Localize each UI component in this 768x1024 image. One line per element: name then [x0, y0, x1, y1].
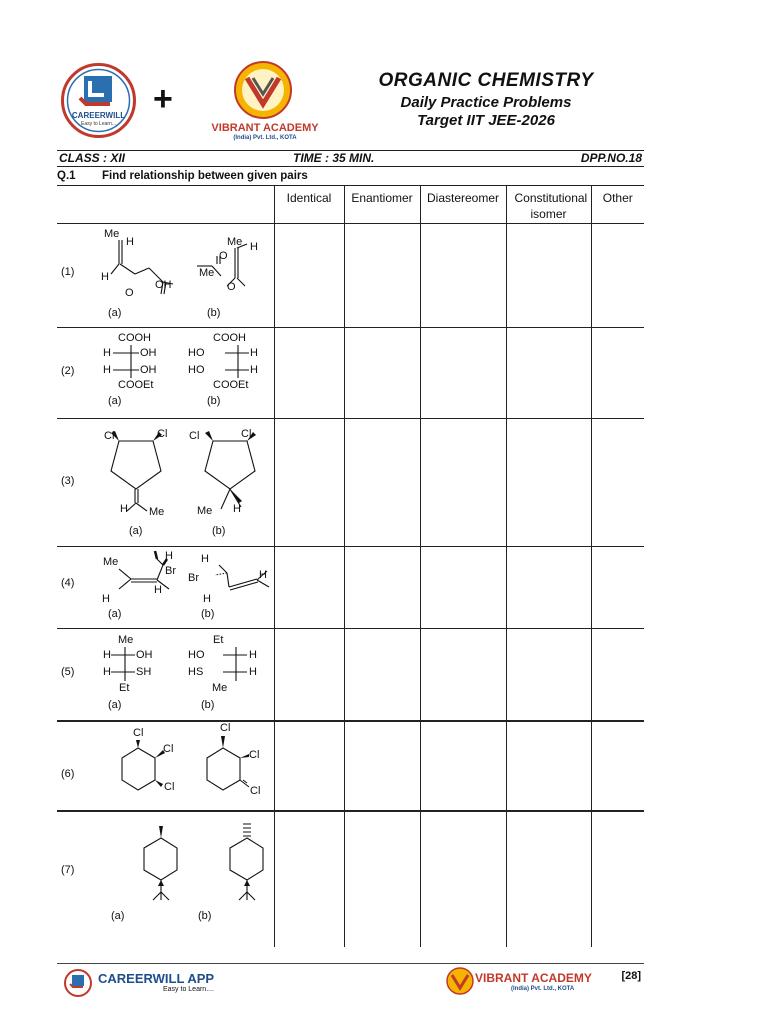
- col-diastereomer: Diastereomer: [420, 186, 506, 224]
- chem-label: H: [120, 503, 128, 515]
- table-row: [57, 629, 644, 721]
- chem-label: Et: [119, 682, 130, 694]
- chem-label: OH: [140, 347, 157, 359]
- chem-label: Me: [197, 505, 213, 517]
- answer-cell[interactable]: [344, 328, 420, 419]
- chem-label: HO: [188, 649, 205, 661]
- answer-cell[interactable]: [506, 328, 591, 419]
- table-header-row: [57, 186, 644, 224]
- chem-label: Cl: [241, 428, 252, 440]
- structure-a-label: (a): [129, 525, 143, 537]
- chem-label: SH: [136, 666, 152, 678]
- chem-label: H: [101, 271, 109, 283]
- answer-cell[interactable]: [506, 811, 591, 947]
- chem-label: H: [201, 553, 209, 565]
- footer-right-brand: [445, 966, 615, 998]
- answer-cell[interactable]: [591, 811, 644, 947]
- structure-b-label: (b): [207, 307, 221, 319]
- vibrant-academy-icon: [445, 966, 475, 996]
- info-bar: [57, 151, 644, 165]
- chem-label: H: [103, 347, 111, 359]
- structure-a-label: (a): [108, 395, 122, 407]
- question-text: Find relationship between given pairs: [102, 170, 308, 182]
- answer-cell[interactable]: [274, 328, 344, 419]
- table-row: [57, 547, 644, 629]
- answer-cell[interactable]: [506, 547, 591, 629]
- question-number: Q.1: [57, 170, 76, 182]
- answer-cell[interactable]: [591, 629, 644, 721]
- chem-label: H: [103, 666, 111, 678]
- cyclohexane-lines-7: [97, 812, 277, 948]
- answer-cell[interactable]: [420, 328, 506, 419]
- structure-b-label: (b): [212, 525, 226, 537]
- chem-label: H: [102, 593, 110, 605]
- answer-cell[interactable]: [344, 629, 420, 721]
- row-label: (2): [61, 365, 75, 377]
- answer-cell[interactable]: [344, 224, 420, 328]
- careerwill-app-text: CAREERWILL APP: [98, 971, 215, 986]
- chem-label: Me: [227, 236, 243, 248]
- chem-label: H: [126, 236, 134, 248]
- answer-cell[interactable]: [420, 629, 506, 721]
- col-other: Other: [591, 186, 644, 224]
- chem-label: OH: [136, 649, 153, 661]
- row-label: (1): [61, 266, 75, 278]
- structure-a-label: (a): [108, 608, 122, 620]
- chem-label: O: [227, 281, 236, 293]
- answer-cell[interactable]: [274, 721, 344, 811]
- chem-label: Me: [118, 634, 134, 646]
- answer-cell[interactable]: [506, 629, 591, 721]
- chem-label: Me: [104, 228, 120, 240]
- structures-cell-2: [57, 328, 274, 419]
- table-row: [57, 224, 644, 328]
- chem-label: H: [154, 584, 162, 596]
- alkene-lines-4: [97, 547, 277, 629]
- chem-label: H: [250, 241, 258, 253]
- chem-label: Cl: [220, 721, 231, 734]
- chem-label: HO: [188, 347, 205, 359]
- vibrant-academy-footer-text: VIBRANT ACADEMY: [475, 971, 592, 985]
- chem-label: Cl: [104, 430, 115, 442]
- careerwill-app-tagline: Easy to Learn....: [163, 986, 214, 993]
- chem-label: COOEt: [213, 379, 249, 391]
- structure-b-label: (b): [201, 608, 215, 620]
- chem-label: Cl: [163, 742, 174, 755]
- answer-cell[interactable]: [420, 224, 506, 328]
- answer-cell[interactable]: [344, 419, 420, 547]
- page-title: ORGANIC CHEMISTRY: [378, 70, 594, 91]
- answer-cell[interactable]: [591, 224, 644, 328]
- answer-cell[interactable]: [506, 419, 591, 547]
- structures-cell-6: [57, 721, 274, 811]
- chem-label: Cl: [164, 780, 175, 793]
- answer-cell[interactable]: [274, 547, 344, 629]
- chem-label: HS: [188, 666, 204, 678]
- vibrant-academy-logo: [205, 60, 325, 145]
- answer-cell[interactable]: [591, 721, 644, 811]
- answer-cell[interactable]: [344, 721, 420, 811]
- structures-cell-7: [57, 811, 274, 947]
- careerwill-logo-tagline: Easy to Learn...: [80, 121, 117, 127]
- chem-label: H: [250, 347, 258, 359]
- vibrant-academy-tagline: (India) Pvt. Ltd., KOTA: [233, 135, 297, 141]
- answer-cell[interactable]: [274, 224, 344, 328]
- structure-b-label: (b): [207, 395, 221, 407]
- careerwill-app-icon: [63, 968, 93, 998]
- row-label: (5): [61, 666, 75, 678]
- vibrant-academy-text: VIBRANT ACADEMY: [211, 122, 319, 134]
- chem-label: H: [249, 649, 257, 661]
- chem-label: HO: [188, 364, 205, 376]
- answer-cell[interactable]: [274, 629, 344, 721]
- chem-label: H: [233, 503, 241, 515]
- table-row: [57, 721, 644, 811]
- structure-a-label: (a): [108, 699, 122, 711]
- chem-label: OH: [140, 364, 157, 376]
- header-rule-bottom: [57, 166, 644, 167]
- row-label: (3): [61, 475, 75, 487]
- chem-label: O: [125, 287, 134, 299]
- row-label: (4): [61, 577, 75, 589]
- chem-label: H: [259, 569, 267, 581]
- answer-cell[interactable]: [344, 811, 420, 947]
- structure-b-label: (b): [201, 699, 215, 711]
- row-label: (7): [61, 863, 75, 876]
- answer-cell[interactable]: [591, 328, 644, 419]
- structures-cell-5: [57, 629, 274, 721]
- footer-rule: [57, 963, 644, 964]
- chem-label: Cl: [157, 428, 168, 440]
- chem-label: H: [103, 364, 111, 376]
- page-target: Target IIT JEE-2026: [417, 112, 555, 129]
- page-number: [28]: [621, 970, 641, 982]
- table-row: [57, 328, 644, 419]
- answer-cell[interactable]: [420, 721, 506, 811]
- answer-cell[interactable]: [420, 811, 506, 947]
- table-row: [57, 811, 644, 947]
- chem-label: COOEt: [118, 379, 154, 391]
- structure-b-label: (b): [198, 909, 212, 922]
- chem-label: Me: [103, 556, 119, 568]
- chem-label: Me: [212, 682, 228, 694]
- structure-a-label: (a): [108, 307, 122, 319]
- dpp-label: DPP.NO.18: [580, 151, 642, 165]
- answer-table: [57, 185, 644, 947]
- chem-label: Me: [149, 506, 165, 518]
- header-title-block: [326, 70, 646, 129]
- chem-label: Cl: [133, 726, 144, 739]
- col-enantiomer: Enantiomer: [344, 186, 420, 224]
- structure-a-label: (a): [111, 909, 125, 922]
- vibrant-academy-footer-tagline: (India) Pvt. Ltd., KOTA: [511, 986, 575, 992]
- question-line: [57, 170, 308, 182]
- col-constitutional-isomer: Constitutional isomer: [506, 186, 591, 224]
- col-identical: Identical: [274, 186, 344, 224]
- chem-label: COOH: [118, 332, 151, 344]
- answer-cell[interactable]: [506, 224, 591, 328]
- answer-cell[interactable]: [506, 721, 591, 811]
- chem-label: H: [203, 593, 211, 605]
- structures-cell-4: [57, 547, 274, 629]
- chem-label: Br: [188, 572, 199, 584]
- chem-label: Cl: [249, 748, 260, 761]
- chem-label: Me: [199, 267, 215, 279]
- table-row: [57, 419, 644, 547]
- chem-label: OH: [155, 279, 172, 291]
- answer-cell[interactable]: [420, 547, 506, 629]
- answer-cell[interactable]: [420, 419, 506, 547]
- answer-cell[interactable]: [274, 811, 344, 947]
- cyclohexane-lines-6: [97, 722, 277, 812]
- answer-cell[interactable]: [591, 419, 644, 547]
- class-label: CLASS : XII: [59, 151, 126, 165]
- chem-label: O: [219, 250, 228, 262]
- chem-label: Br: [165, 565, 176, 577]
- careerwill-logo-text: CAREERWILL: [71, 111, 126, 120]
- time-label: TIME : 35 MIN.: [293, 151, 375, 165]
- plus-sign: +: [153, 80, 173, 118]
- chem-label: Cl: [250, 784, 261, 797]
- answer-cell[interactable]: [591, 547, 644, 629]
- structures-cell-1: [57, 224, 274, 328]
- chem-label: H: [103, 649, 111, 661]
- page-subtitle: Daily Practice Problems: [400, 94, 572, 111]
- structures-cell-3: [57, 419, 274, 547]
- answer-cell[interactable]: [344, 547, 420, 629]
- chem-label: H: [249, 666, 257, 678]
- careerwill-logo: [60, 62, 137, 139]
- chem-label: COOH: [213, 332, 246, 344]
- chem-label: H: [250, 364, 258, 376]
- chem-label: Cl: [189, 430, 200, 442]
- header-blank: [57, 186, 274, 224]
- chem-label: H: [165, 550, 173, 562]
- answer-cell[interactable]: [274, 419, 344, 547]
- chem-label: Et: [213, 634, 224, 646]
- row-label: (6): [61, 767, 75, 780]
